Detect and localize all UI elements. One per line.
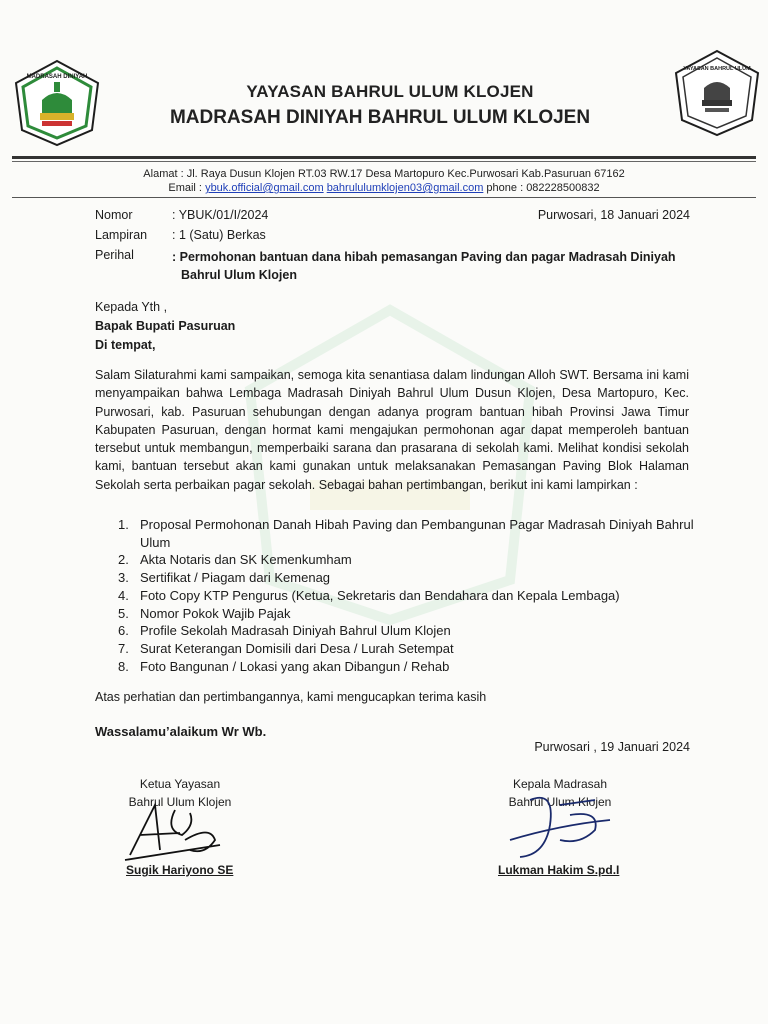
signature-left <box>120 795 230 870</box>
right-signatory-name: Lukman Hakim S.pd.I <box>498 863 620 877</box>
madrasah-logo <box>12 58 102 148</box>
address-divider <box>12 197 756 198</box>
svg-text:MADRASAH DINIYAH: MADRASAH DINIYAH <box>26 74 88 80</box>
nomor-value: : YBUK/01/I/2024 <box>172 208 269 222</box>
letterhead-address <box>40 167 728 195</box>
lampiran-label: Lampiran <box>95 228 148 242</box>
right-title-2: Bahrul Ulum Klojen <box>508 795 612 809</box>
list-item: 8. Foto Bangunan / Lokasi yang akan Dibangun / Rehab <box>118 658 450 674</box>
list-item: 5. Nomor Pokok Wajib Pajak <box>118 605 291 621</box>
nomor-label: Nomor <box>95 208 133 222</box>
school-title: MADRASAH DINIYAH BAHRUL ULUM KLOJEN <box>169 107 591 128</box>
email-label: Email : <box>168 182 206 194</box>
foundation-title: YAYASAN BAHRUL ULUM KLOJEN <box>246 82 534 101</box>
list-item: 1. Proposal Permohonan Danah Hibah Paving dan Pembangunan Pagar Madrasah Diniyah Bahrul Ulum <box>118 517 694 550</box>
header-divider <box>12 156 756 159</box>
yayasan-logo <box>672 48 762 138</box>
addressee-line-2: Bapak Bupati Pasuruan <box>95 319 236 333</box>
signing-date: Purwosari , 19 Januari 2024 <box>534 740 690 754</box>
lampiran-value: : 1 (Satu) Berkas <box>172 228 266 242</box>
address-line: Alamat : Jl. Raya Dusun Klojen RT.03 RW.17 Desa Martopuro Kec.Purwosari Kab.Pasuruan 67162 <box>143 168 625 180</box>
phone-text: phone : 082228500832 <box>483 182 600 194</box>
list-item: 2. Akta Notaris dan SK Kemenkumham <box>118 552 352 568</box>
right-title-1: Kepala Madrasah <box>512 777 608 791</box>
email-link-official[interactable]: ybuk.official@gmail.com <box>205 182 324 194</box>
left-title-2: Bahrul Ulum Klojen <box>128 795 232 809</box>
header-divider-thin <box>12 161 756 162</box>
perihal-line-2: Bahrul Ulum Klojen <box>181 268 297 282</box>
perihal-label: Perihal <box>95 248 134 262</box>
letter-meta <box>95 208 695 288</box>
left-title-1: Ketua Yayasan <box>139 777 221 791</box>
addressee-line-3: Di tempat, <box>95 338 156 352</box>
email-link-school[interactable]: bahrululumklojen03@gmail.com <box>326 182 484 194</box>
list-item: 4. Foto Copy KTP Pengurus (Ketua, Sekretaris dan Bendahara dan Kepala Lembaga) <box>118 587 620 603</box>
closing-text: Atas perhatian dan pertimbangannya, kami mengucapkan terima kasih <box>95 690 487 704</box>
salam-text: Wassalamu’alaikum Wr Wb. <box>95 724 267 739</box>
perihal-line-1: : Permohonan bantuan dana hibah pemasangan Paving dan pagar Madrasah Diniyah <box>172 250 676 264</box>
addressee-line-1: Kepada Yth , <box>95 300 168 314</box>
perihal-value <box>172 248 682 284</box>
meta-perihal <box>95 248 695 288</box>
contact-line <box>40 181 728 195</box>
addressee <box>95 298 235 355</box>
list-item: 3. Sertifikat / Piagam dari Kemenag <box>118 570 331 586</box>
meta-nomor <box>95 208 695 228</box>
list-item: 7. Surat Keterangan Domisili dari Desa / Lurah Setempat <box>118 640 454 656</box>
letter-body: Salam Silaturahmi kami sampaikan, semoga kita senantiasa dalam lindungan Alloh SWT. Bersama ini kami menyampaikan bahwa Lembaga Madrasah Diniyah Bahrul Ulum Dusun Klojen, Desa Martopuro, Kec. Purwosari, kab. Pasuruan sehubungan dengan adanya program bantuan hibah Provinsi Jawa Timur Kabupaten Pasuruan, dengan hormat kami mengajukan permohonan agar dapat memperoleh bantuan tersebut untuk membangun, memperbaiki sarana dan prasarana di sekolah kami. Melihat kondisi sekolah kami, bantuan tersebut akan kami gunakan untuk melaksanakan Pemasangan Paving Blok Halaman Sekolah serta perbaikan pagar sekolah. Sebagai bahan pertimbangan, berikut ini kami lampirkan : <box>95 368 689 492</box>
signature-right <box>500 785 620 865</box>
meta-lampiran <box>95 228 695 248</box>
left-signatory-name: Sugik Hariyono SE <box>126 863 234 877</box>
letter-date: Purwosari, 18 Januari 2024 <box>537 208 690 222</box>
svg-text:YAYASAN BAHRUL ULUM: YAYASAN BAHRUL ULUM <box>683 66 751 72</box>
list-item: 6. Profile Sekolah Madrasah Diniyah Bahrul Ulum Klojen <box>118 623 451 639</box>
attachment-list <box>110 516 700 675</box>
